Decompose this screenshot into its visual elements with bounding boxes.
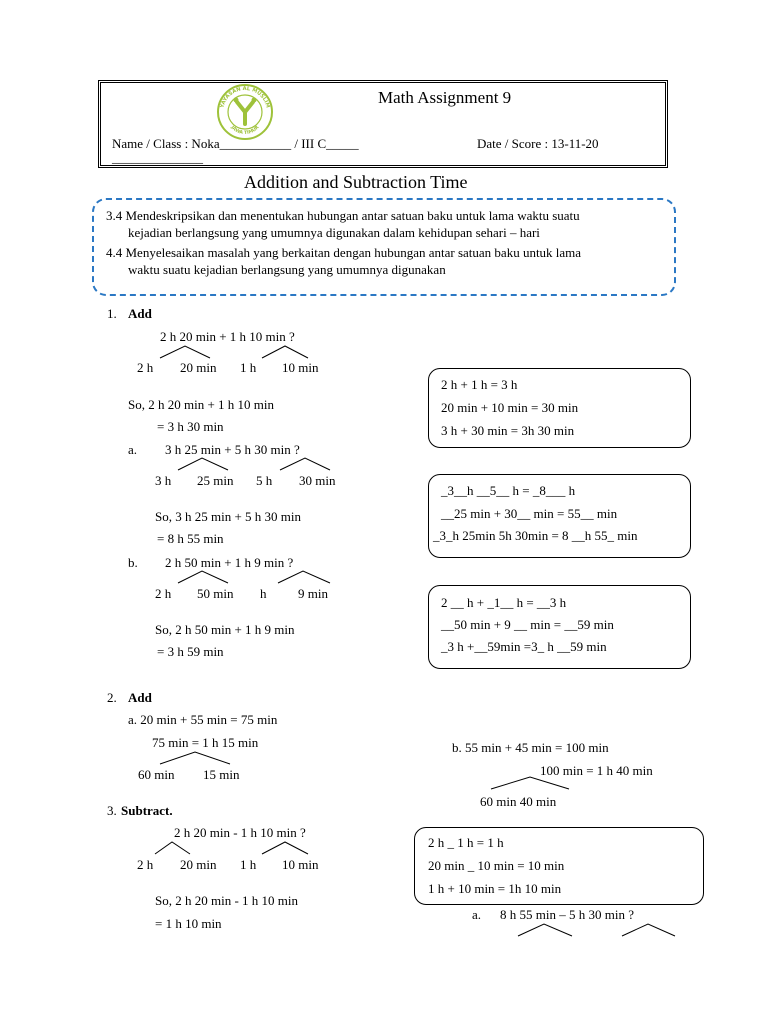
work-line: __50 min + 9 __ min = __59 min xyxy=(441,617,614,632)
logo-text-bottom: JAWA TIMUR xyxy=(229,125,261,137)
so-line: So, 2 h 20 min + 1 h 10 min xyxy=(128,397,275,412)
so-line: So, 2 h 50 min + 1 h 9 min xyxy=(155,622,295,637)
section-number: 2. xyxy=(107,690,117,705)
result-line: = 3 h 30 min xyxy=(157,419,224,434)
so-line: So, 3 h 25 min + 5 h 30 min xyxy=(155,509,302,524)
split-part: 20 min xyxy=(180,857,217,872)
split-carets xyxy=(170,569,340,585)
split-carets xyxy=(510,922,680,938)
item-letter: b. xyxy=(128,555,138,570)
split-part: 5 h xyxy=(256,473,273,488)
item-line: 100 min = 1 h 40 min xyxy=(540,763,653,778)
split-part: 10 min xyxy=(282,360,319,375)
work-line: 2 __ h + _1__ h = __3 h xyxy=(441,595,567,610)
section-label: Add xyxy=(128,690,152,705)
item-line: b. 55 min + 45 min = 100 min xyxy=(452,740,609,755)
split-part: 1 h xyxy=(240,857,257,872)
split-part: h xyxy=(260,586,267,601)
result-line: = 1 h 10 min xyxy=(155,916,222,931)
item-expression: 3 h 25 min + 5 h 30 min ? xyxy=(165,442,300,457)
result-line: = 8 h 55 min xyxy=(157,531,224,546)
item-letter: a. xyxy=(472,907,482,922)
objective-line: kejadian berlangsung yang umumnya digunakan dalam kehidupan sehari – hari xyxy=(128,225,540,240)
split-part: 9 min xyxy=(298,586,328,601)
date-score-field: Date / Score : 13-11-20 xyxy=(477,136,599,151)
split-part: 3 h xyxy=(155,473,172,488)
item-expression: 8 h 55 min – 5 h 30 min ? xyxy=(500,907,634,922)
split-part: 2 h xyxy=(155,586,172,601)
page-title: Math Assignment 9 xyxy=(378,88,512,107)
item-letter: a. xyxy=(128,442,138,457)
work-line: __25 min + 30__ min = 55__ min xyxy=(441,506,618,521)
objective-line: 4.4 Menyelesaikan masalah yang berkaitan dengan hubungan antar satuan baku untuk lama xyxy=(106,245,582,260)
section-number: 1. xyxy=(107,306,117,321)
split-carets xyxy=(150,840,350,856)
split-part: 15 min xyxy=(203,767,240,782)
worksheet-subtitle: Addition and Subtraction Time xyxy=(244,172,468,192)
name-class-field: Name / Class : Noka___________ / III C_____ xyxy=(112,136,359,151)
work-line: 2 h _ 1 h = 1 h xyxy=(428,835,504,850)
work-line: 20 min + 10 min = 30 min xyxy=(441,400,579,415)
item-line: 75 min = 1 h 15 min xyxy=(152,735,259,750)
work-line: 3 h + 30 min = 3h 30 min xyxy=(441,423,575,438)
work-line: 1 h + 10 min = 1h 10 min xyxy=(428,881,562,896)
work-line: 2 h + 1 h = 3 h xyxy=(441,377,518,392)
example-expression: 2 h 20 min + 1 h 10 min ? xyxy=(160,329,295,344)
section-label: Subtract. xyxy=(121,803,173,818)
work-line: _3__h __5__ h = _8___ h xyxy=(441,483,576,498)
split-part: 2 h xyxy=(137,857,154,872)
section-label: Add xyxy=(128,306,152,321)
split-part: 50 min xyxy=(197,586,234,601)
split-part: 25 min xyxy=(197,473,234,488)
so-line: So, 2 h 20 min - 1 h 10 min xyxy=(155,893,299,908)
split-caret xyxy=(485,775,585,791)
split-carets xyxy=(170,456,340,472)
result-line: = 3 h 59 min xyxy=(157,644,224,659)
work-line: 20 min _ 10 min = 10 min xyxy=(428,858,565,873)
work-line: _3_h 25min 5h 30min = 8 __h 55_ min xyxy=(433,528,638,543)
svg-text:YAYASAN AL MUSLIM xyxy=(219,86,270,110)
split-caret xyxy=(150,750,250,766)
split-part: 10 min xyxy=(282,857,319,872)
objective-line: waktu suatu kejadian berlangsung yang umumnya digunakan xyxy=(128,262,446,277)
objective-line: 3.4 Mendeskripsikan dan menentukan hubungan antar satuan baku untuk lama waktu suatu xyxy=(106,208,580,223)
item-line: a. 20 min + 55 min = 75 min xyxy=(128,712,278,727)
logo-text-top: YAYASAN AL MUSLIM xyxy=(219,85,271,109)
split-part: 60 min xyxy=(138,767,175,782)
item-expression: 2 h 50 min + 1 h 9 min ? xyxy=(165,555,294,570)
split-part: 1 h xyxy=(240,360,257,375)
split-carets xyxy=(150,344,350,360)
work-line: _3 h +__59min =3_ h __59 min xyxy=(441,639,607,654)
section-number: 3. xyxy=(107,803,117,818)
foundation-logo xyxy=(215,82,275,142)
split-part: 20 min xyxy=(180,360,217,375)
split-parts: 60 min 40 min xyxy=(480,794,557,809)
split-part: 2 h xyxy=(137,360,154,375)
header-extra-line: ______________ xyxy=(112,150,203,165)
split-part: 30 min xyxy=(299,473,336,488)
example-expression: 2 h 20 min - 1 h 10 min ? xyxy=(174,825,306,840)
